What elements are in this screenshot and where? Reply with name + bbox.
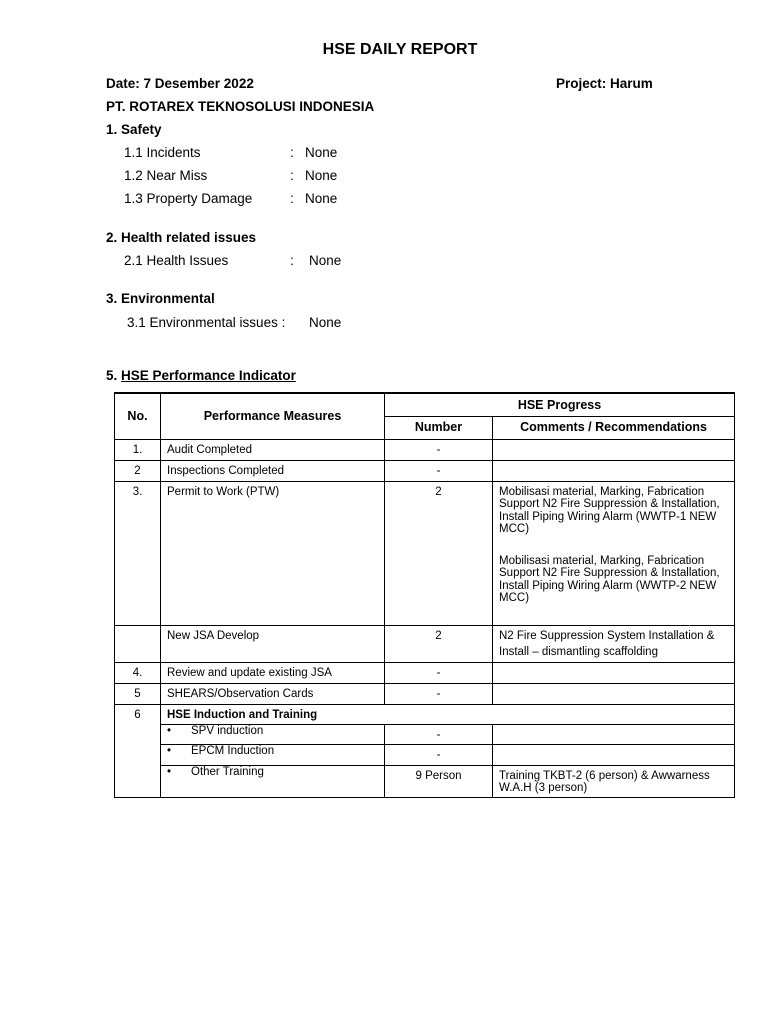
row-number: - xyxy=(385,724,493,744)
col-header-comments: Comments / Recommendations xyxy=(493,416,735,439)
table-row xyxy=(115,744,735,765)
row-no: 5 xyxy=(115,683,161,704)
row-number: 2 xyxy=(385,625,493,662)
table-row xyxy=(115,683,735,704)
table-row xyxy=(115,662,735,683)
safety-item-value: None xyxy=(305,168,338,183)
health-item-sep: : xyxy=(290,253,294,268)
project-name: Project: Harum xyxy=(556,76,653,91)
safety-item-value: None xyxy=(305,145,338,160)
health-heading: 2. Health related issues xyxy=(106,230,257,245)
section-title: HSE Performance Indicator xyxy=(121,368,296,383)
row-measure: Permit to Work (PTW) xyxy=(161,481,385,625)
comment-paragraph: Mobilisasi material, Marking, Fabrication Support N2 Fire Suppression & Installation, Install Piping Wiring Alarm (WWTP-1 NEW MCC) xyxy=(499,485,720,535)
section-number: 5. xyxy=(106,368,118,383)
safety-item-label: 1.2 Near Miss xyxy=(124,168,208,183)
row-no: 4. xyxy=(115,662,161,683)
environmental-heading: 3. Environmental xyxy=(106,291,215,306)
row-number: - xyxy=(385,683,493,704)
row-measure-text: EPCM Induction xyxy=(191,744,275,757)
row-measure: New JSA Develop xyxy=(161,625,385,662)
row-comment: Training TKBT-2 (6 person) & Awwarness W.A.H (3 person) xyxy=(493,765,735,797)
row-measure: HSE Induction and Training xyxy=(161,704,735,724)
row-no: 2 xyxy=(115,460,161,481)
safety-item-sep: : xyxy=(290,168,294,183)
row-number: - xyxy=(385,439,493,460)
safety-item-label: 1.1 Incidents xyxy=(124,145,201,160)
row-measure-text: SPV induction xyxy=(191,724,264,737)
table-row xyxy=(115,704,735,724)
row-comment: N2 Fire Suppression System Installation & Install – dismantling scaffolding xyxy=(493,625,735,662)
bullet-icon: • xyxy=(167,724,172,737)
row-measure: Inspections Completed xyxy=(161,460,385,481)
company-name: PT. ROTAREX TEKNOSOLUSI INDONESIA xyxy=(106,99,375,114)
row-measure xyxy=(161,724,385,744)
safety-item-sep: : xyxy=(290,191,294,206)
report-title: HSE DAILY REPORT xyxy=(322,41,478,58)
row-no: 1. xyxy=(115,439,161,460)
table-row xyxy=(115,724,735,744)
hse-performance-heading xyxy=(106,368,296,383)
row-comment xyxy=(493,460,735,481)
row-number: - xyxy=(385,662,493,683)
row-no: 3. xyxy=(115,481,161,625)
table-row xyxy=(115,481,735,625)
environmental-item-label: 3.1 Environmental issues : xyxy=(127,315,286,330)
col-header-number: Number xyxy=(385,416,493,439)
safety-item-sep: : xyxy=(290,145,294,160)
row-number: - xyxy=(385,744,493,765)
hse-performance-table xyxy=(114,392,735,798)
col-header-progress: HSE Progress xyxy=(385,393,735,416)
row-comment xyxy=(493,662,735,683)
safety-heading: 1. Safety xyxy=(106,122,162,137)
row-comment xyxy=(493,439,735,460)
row-measure: SHEARS/Observation Cards xyxy=(161,683,385,704)
bullet-icon: • xyxy=(167,744,172,757)
row-comment xyxy=(493,744,735,765)
row-measure: Audit Completed xyxy=(161,439,385,460)
environmental-item-value: None xyxy=(309,315,342,330)
row-comment xyxy=(493,724,735,744)
row-measure xyxy=(161,765,385,797)
safety-item-label: 1.3 Property Damage xyxy=(124,191,253,206)
health-item-value: None xyxy=(309,253,342,268)
table-row xyxy=(115,439,735,460)
row-no xyxy=(115,625,161,662)
row-comment xyxy=(493,683,735,704)
row-no: 6 xyxy=(115,704,161,797)
table-row xyxy=(115,460,735,481)
row-measure: Review and update existing JSA xyxy=(161,662,385,683)
table-row xyxy=(115,625,735,662)
safety-item-value: None xyxy=(305,191,338,206)
row-measure xyxy=(161,744,385,765)
row-comment xyxy=(493,481,735,625)
row-number: 2 xyxy=(385,481,493,625)
table-row xyxy=(115,765,735,797)
row-number: 9 Person xyxy=(385,765,493,797)
col-header-measures: Performance Measures xyxy=(161,393,385,439)
col-header-no: No. xyxy=(115,393,161,439)
report-date: Date: 7 Desember 2022 xyxy=(106,76,254,91)
row-number: - xyxy=(385,460,493,481)
row-measure-text: Other Training xyxy=(191,765,264,778)
bullet-icon: • xyxy=(167,765,172,778)
comment-paragraph: Mobilisasi material, Marking, Fabrication Support N2 Fire Suppression & Installation, Install Piping Wiring Alarm (WWTP-2 NEW MCC) xyxy=(499,554,720,604)
health-item-label: 2.1 Health Issues xyxy=(124,253,229,268)
